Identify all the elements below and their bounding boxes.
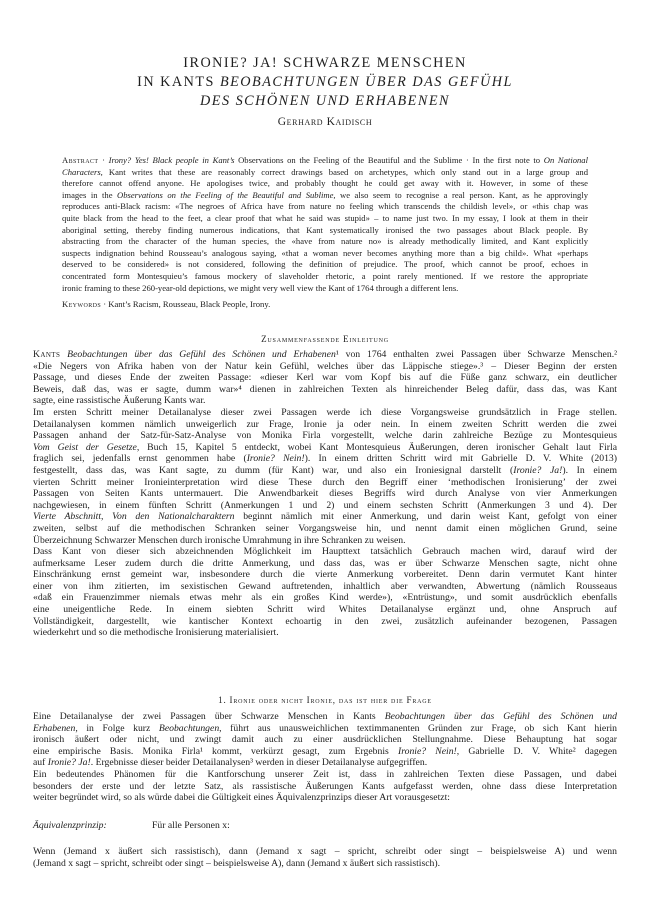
intro-text-run: Vierte Abschnitt, Von den Nationalcharaktern [33, 511, 235, 523]
keywords-separator: · [101, 299, 109, 309]
section-1-line [33, 769, 617, 781]
intro-text-run: Kants [33, 349, 61, 360]
equivalence-line [33, 846, 617, 858]
intro-line [33, 407, 617, 419]
intro-line [33, 384, 617, 396]
intro-line [33, 500, 617, 512]
section-1-text-run: Beobachtungen über das Gefühl des Schönen und [384, 711, 617, 722]
intro-line [33, 442, 617, 454]
section-1-text-run: , führt aus unausweichlichen textimmanenten Gründen zur Frage, ob sich Kant hierin [219, 722, 617, 734]
intro-text-run: Einschränkung ernst gemeint war, insbesondere durch die vierte Anmerkung vorbereitet. Denn darin vermutet Kant hinter [33, 569, 617, 581]
abstract-line [62, 155, 588, 167]
title-line-1: IRONIE? JA! SCHWARZE MENSCHEN [183, 55, 467, 71]
abstract-text-run: Irony? Yes! Black people in Kant’s [108, 155, 235, 165]
intro-line [33, 488, 617, 500]
intro-line [33, 535, 617, 547]
intro-text-run: Beweis, daß das, was er sagte, dumm war»⁴ dienen in zahlreichen Texten als hinreichender Beleg dafür, dass das, was Kant [33, 383, 617, 395]
intro-text-run: Passagen anhand der Satz-für-Satz-Analyse von Monika Firla vorgestellt, welche darin zahlreiche Bezüge zu Montesquieus [33, 430, 617, 442]
intro-line [33, 349, 617, 361]
intro-text-run: festgestellt, dass das, was Kant sagte, zu dumm (für Kant) war, und also ein Ironiesignal darstellt ( [33, 464, 514, 476]
intro-text-run: vierten Schritt meiner Ironieinterpretation wird diese These durch den Begriff einer ‘methodischen Ironisierung’ der zwei [33, 476, 617, 488]
abstract-text-run: deserved to be considered» is not considered, following the definition of prejudice. The proof, which cannot be proof, echoes in [62, 259, 588, 270]
section-1-line [33, 792, 617, 804]
intro-text-run: Passagen von Seiten Kants untermauert. Die Anwendbarkeit dieses Begriffs wird durch Analyse von vier Anmerkungen [33, 488, 617, 500]
abstract-text-run: concentrated form Montesquieu’s famous mockery of slaveholder rhetoric, a point rarely mentioned. If we restore the appropriate [62, 270, 588, 281]
author-name: Gerhard Kaidisch [277, 116, 373, 128]
intro-line [33, 604, 617, 616]
definition-term: Äquivalenzprinzip: [33, 820, 107, 831]
abstract-text-run: images in the [62, 189, 118, 200]
section-1-text-run: besonders der erste und der letzte Satz, als rassistische Äußerungen Kants aufgefasst werden, ohne dass diese Interpretation [33, 780, 617, 792]
section-1-text-run: Ein bedeutendes Phänomen für die Kantforschung unserer Zeit ist, dass in zahlreichen Texten diese Passagen, und dabei [33, 768, 617, 780]
abstract-line [62, 283, 588, 295]
intro-text-run: Im ersten Schritt meiner Detailanalyse dieser zwei Passagen werde ich diese Vorgangsweise grundsätzlich in Frage stellen. [33, 406, 617, 418]
equivalence-text-run: Wenn (Jemand x äußert sich rassistisch), dann (Jemand x sagt – spricht, schreibt oder singt – beispielsweise A) und wenn [33, 846, 617, 857]
abstract-text-run: Observations on the Feeling of the Beautiful and the Sublime · In the first note to [234, 155, 544, 165]
intro-text-run: , Buch 15, Kapitel 5 entdeckt, wobei Kant Montesquieus Äußerungen, deren ironischer Gehalt laut Firla [136, 441, 618, 453]
section-1-line [33, 734, 617, 746]
keywords-text: Kant’s Racism, Rousseau, Black People, Irony. [108, 299, 271, 309]
equivalence-text-run: (Jemand x sagt – spricht, schreibt oder singt – beispielsweise A), dann (Jemand x äußert sich rassistisch). [33, 857, 441, 869]
intro-text-run: einer von ihm zitierten, im sexistischen Gewand auftretenden, inhaltlich aber verwandten, Abwertung (nämlich Rousseaus [33, 580, 617, 592]
section-1-text-run: , in Folge kurz [75, 722, 159, 734]
abstract-separator: · [98, 155, 109, 165]
section-1-text-run: . Ergebnisse dieser beider Detailanalysen³ werden in dieser Detailanalyse aufgegriffen. [90, 757, 428, 769]
intro-text-run: fraglich sei, jedenfalls ernst genommen habe ( [33, 453, 247, 465]
intro-text-run: Vom Geist der Gesetze [33, 441, 137, 453]
equivalence-text [33, 846, 617, 869]
abstract-label: Abstract [62, 155, 99, 165]
section-1-line [33, 781, 617, 793]
intro-text-run: Dass Kant von dieser sich abzeichnenden Möglichkeit im Haupttext tatsächlich Gebrauch machen wird, darauf wird der [33, 546, 617, 558]
abstract-line [62, 213, 588, 225]
intro-line [33, 361, 617, 373]
section-1-line [33, 757, 617, 769]
intro-text-run: ). In einem dritten Schritt wird mit Gabrielle D. V. White (2013) [304, 453, 617, 465]
abstract-line [62, 167, 588, 179]
intro-text-run: Detailanalysen kommen nämlich unweigerlich zur Frage, Ironie ja oder nein. In einem zweiten Schritt werden die zwei [33, 418, 617, 430]
intro-text-run: eine uneigentliche Rede. In einem siebten Schritt wird Whites Detailanalyse ergänzt und, ohne Anspruch auf [33, 604, 617, 616]
abstract-line [62, 236, 588, 248]
abstract-text-run: ironic framing to these 260-year-old depictions, we might very well view the Kant of 1764 through a different lens. [62, 282, 459, 293]
keywords-label: Keywords [62, 299, 102, 309]
section-1-line [33, 711, 617, 723]
intro-line [33, 592, 617, 604]
section-1-line [33, 746, 617, 758]
intro-line [33, 477, 617, 489]
intro-line [33, 616, 617, 628]
definition-value: Für alle Personen x: [152, 820, 230, 831]
intro-line [33, 395, 617, 407]
abstract-line [62, 201, 588, 213]
intro-line [33, 523, 617, 535]
abstract-line [62, 190, 588, 202]
abstract-text-run: , we also seem to recognise a real person. Kant, as he approvingly [333, 189, 589, 200]
intro-line [33, 546, 617, 558]
intro-text [33, 349, 617, 639]
intro-text-run: «Die Negers von Afrika haben von der Natur kein Gefühl, welches über das Läppische stiege».³ – Dieser Beginn der ersten [33, 360, 617, 372]
abstract-line [62, 259, 588, 271]
abstract-line [62, 178, 588, 190]
abstract-text-run: therefore cannot offend anyone. He apologises twice, and probably thought he could get away with it. However, in some of these [62, 178, 588, 189]
section-1-text-run: eine empirische Basis. Monika Firla¹ kommt, verkürzt gesagt, zum Ergebnis [33, 745, 398, 757]
section-1-text-run: weiter begründet wird, so als würde dabei die Gültigkeit eines Äquivalenzprinzips dieser Art vorausgesetzt: [33, 792, 450, 804]
abstract-text-run: abstracting from the character of the human species, the «have from nature no» is already methodically limited, and Kant explicitly [62, 236, 588, 247]
title-line-2-roman: IN KANTS [137, 74, 220, 90]
intro-text-run: aufmerksame Leser zudem durch die dritte Anmerkung, und dass das, was er über Schwarze Menschen sagte, nicht ohne [33, 557, 617, 569]
abstract-text-run: Observations on the Feeling of the Beautiful and Sublime [117, 189, 334, 200]
intro-text-run: nachgewiesen, in einem fünften Schritt (Anmerkungen 1 und 2) und einem sechsten Schritt (Anmerkungen 3 und 4). Der [33, 499, 617, 511]
abstract-text-run: , Kant writes that these are reasonably correct drawings based on archetypes, which only stand out in a large group and [100, 166, 588, 177]
intro-text-run: ). In einem [562, 464, 618, 476]
intro-text-run: Passage, und dieses Ende der zweiten Passage: «dieser Kerl war vom Kopf bis auf die Füße ganz schwarz, ein deutlicher [33, 372, 617, 384]
intro-line [33, 581, 617, 593]
intro-line [33, 465, 617, 477]
abstract [62, 155, 588, 294]
section-1-text-run: Beobachtungen [158, 722, 220, 734]
intro-line [33, 569, 617, 581]
title-line-2 [0, 73, 650, 93]
section-1-text-run: auf [33, 757, 48, 769]
intro-line [33, 511, 617, 523]
abstract-text-run: reproduces anti-Black racism: «The negroes of Africa have from nature no feeling which transcends the childish level», or «this chap was [62, 201, 588, 212]
intro-text-run: beginnt nämlich mit einer Anmerkung, und darin weist Kant, gefolgt von einer [234, 511, 617, 523]
equivalence-line [33, 858, 617, 870]
section-heading-1: 1. Ironie oder nicht Ironie, das ist hier die Frage [218, 695, 432, 705]
abstract-text-run: suspects indignation behind Rousseau’s analogous saying, «that a woman never becomes anything more than a big child». What «perhaps [62, 247, 588, 258]
title-line-3-italic: DES SCHÖNEN UND ERHABENEN [200, 93, 450, 109]
intro-text-run: Beobachtungen über das Gefühl des Schönen und Erhabenen [67, 349, 336, 360]
intro-line [33, 453, 617, 465]
intro-line [33, 627, 617, 639]
intro-line [33, 419, 617, 431]
section-1-text-run: Eine Detailanalyse der zwei Passagen über Schwarze Menschen in Kants [33, 711, 385, 722]
intro-text-run: zweiten, selbst auf die methodischen Schranken seiner Vorgangsweise hin, und nennt damit einen möglichen Grund, seine [33, 522, 617, 534]
abstract-text-run: On National [543, 155, 588, 165]
intro-line [33, 372, 617, 384]
intro-line [33, 558, 617, 570]
section-1-text-run: , Gabrielle D. V. White² dagegen [456, 745, 618, 757]
section-1-text-run: Ironie? Nein! [397, 745, 457, 757]
abstract-line [62, 248, 588, 260]
intro-text-run: ¹ von 1764 enthalten zwei Passagen über Schwarze Menschen.² [335, 349, 618, 360]
intro-text-run: «daß ein Frauenzimmer niemals etwas mehr als ein großes Kind werde»), «Entrüstung», und somit ausdrücklich ebenfalls [33, 592, 617, 604]
section-1-text-run: ironisch äußert oder nicht, und zwingt damit auch zu einer ausdrücklichen Stellungnahme. Diese Behauptung hat sogar [33, 734, 617, 746]
section-heading-intro: Zusammenfassende Einleitung [261, 334, 389, 344]
abstract-line [62, 271, 588, 283]
section-1-text-run: Erhabenen [33, 722, 76, 734]
intro-text-run: wiederkehrt und so die methodische Ironisierung materialisiert. [33, 627, 279, 639]
abstract-text-run: Characters [62, 166, 101, 177]
intro-line [33, 430, 617, 442]
intro-text-run: Vollständigkeit, dargestellt, wie kantischer Kontext echoartig in den zwei, zusätzlich aufeinander bezogenen, Passagen [33, 615, 617, 627]
section-1-text [33, 711, 617, 804]
title-line-3 [0, 92, 650, 112]
intro-text-run: Überzeichnung Schwarzer Menschen durch ironische Umrahmung in ihre Schranken zu weisen. [33, 534, 406, 546]
keywords [62, 299, 588, 311]
section-1-line [33, 723, 617, 735]
abstract-line [62, 225, 588, 237]
intro-text-run: Ironie? Nein! [246, 453, 305, 465]
section-1-text-run: Ironie? Ja! [47, 757, 91, 769]
abstract-text-run: aboriginal setting, thereby finding numerous indications, that Kant systematically ironised the two passages about Black people. By [62, 224, 588, 235]
intro-text-run: sagte, eine rassistische Äußerung Kants war. [33, 395, 206, 407]
intro-text-run: Ironie? Ja! [513, 464, 563, 476]
abstract-text-run: quite black from the head to the feet, a clear proof that what he said was stupid» – to name just two. In my essay, I look at them in their [62, 212, 588, 223]
title-line-2-italic: BEOBACHTUNGEN ÜBER DAS GEFÜHL [219, 74, 513, 90]
